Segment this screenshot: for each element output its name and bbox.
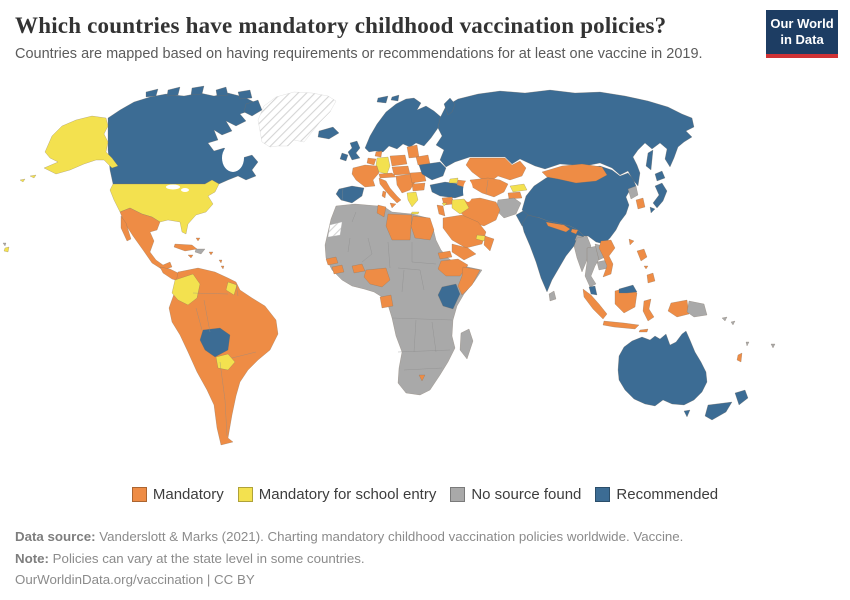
legend-swatch-no-source — [450, 487, 465, 502]
country-malaysia-peninsula[interactable] — [589, 286, 597, 295]
chart-subtitle: Countries are mapped based on having requirements or recommendations for at least one vaccine in 2019. — [15, 46, 703, 62]
country-jamaica[interactable] — [188, 255, 193, 258]
datasource-text: Vanderslott & Marks (2021). Charting mandatory childhood vaccination policies worldwide. Vaccine. — [95, 529, 684, 544]
country-egypt[interactable] — [411, 216, 434, 240]
country-indonesia-java[interactable] — [603, 321, 639, 329]
country-indonesia-lesser-sunda[interactable] — [639, 329, 648, 332]
page-title: Which countries have mandatory childhood vaccination policies? — [15, 13, 667, 38]
legend-label: Mandatory for school entry — [258, 486, 437, 503]
country-tajikistan[interactable] — [508, 192, 522, 199]
legend-label: Recommended — [616, 486, 719, 503]
country-spain-portugal[interactable] — [336, 186, 364, 203]
datasource-label: Data source: — [15, 529, 96, 544]
country-japan-kyushu[interactable] — [650, 207, 655, 213]
country-kyrgyzstan[interactable] — [510, 184, 527, 192]
country-philippines-mindanao[interactable] — [647, 273, 655, 283]
country-netherlands-belgium[interactable] — [367, 158, 376, 165]
map-region-europe[interactable] — [336, 98, 446, 214]
country-uzbekistan-turkmenistan[interactable] — [470, 178, 508, 197]
country-canada-arctic-island[interactable] — [191, 86, 204, 95]
country-sri-lanka[interactable] — [549, 291, 556, 301]
country-poland[interactable] — [390, 155, 407, 166]
country-italy-sicily[interactable] — [390, 203, 396, 208]
map-legend — [0, 486, 850, 503]
country-france[interactable] — [352, 165, 379, 187]
country-solomon-islands[interactable] — [722, 317, 727, 321]
country-united-states-hawaii[interactable] — [4, 247, 9, 252]
pacific-islet[interactable] — [3, 243, 6, 246]
world-map[interactable] — [0, 85, 850, 480]
country-russia-sakhalin[interactable] — [646, 150, 653, 170]
country-bulgaria[interactable] — [412, 183, 425, 191]
note-line — [15, 548, 683, 570]
country-madagascar[interactable] — [460, 329, 473, 359]
country-georgia[interactable] — [449, 178, 458, 183]
country-japan-honshu[interactable] — [653, 183, 667, 208]
country-philippines-visayas[interactable] — [644, 266, 648, 269]
lesser-antilles-dots[interactable] — [219, 260, 222, 263]
region-baltic-states[interactable] — [407, 145, 419, 158]
country-japan-hokkaido[interactable] — [655, 171, 665, 181]
hudson-bay — [222, 144, 244, 172]
country-cuba[interactable] — [174, 244, 197, 251]
legend-item-school-entry[interactable] — [238, 486, 437, 503]
lesser-antilles-dots[interactable] — [221, 266, 224, 269]
aleutian-islands[interactable] — [30, 175, 36, 178]
country-bahamas[interactable] — [196, 238, 200, 241]
country-ireland[interactable] — [340, 153, 348, 161]
country-philippines-luzon[interactable] — [637, 249, 647, 261]
note-label: Note: — [15, 550, 49, 566]
country-australia-tasmania[interactable] — [684, 410, 690, 417]
country-taiwan[interactable] — [629, 239, 634, 245]
country-australia[interactable] — [618, 331, 707, 406]
country-greece-crete[interactable] — [411, 212, 419, 214]
country-fiji[interactable] — [771, 344, 775, 348]
owid-logo[interactable] — [766, 10, 838, 58]
map-region-north-america[interactable] — [3, 86, 262, 283]
owid-logo-line1: Our World — [770, 16, 834, 31]
world-map-svg[interactable] — [0, 85, 850, 480]
svalbard-islands[interactable] — [391, 95, 399, 101]
chart-footer — [15, 526, 683, 591]
note-text: Policies can vary at the state level in some countries. — [48, 550, 365, 566]
map-region-asia-south-east[interactable] — [516, 164, 707, 332]
country-italy-sardinia[interactable] — [382, 191, 386, 198]
country-indonesia-sulawesi[interactable] — [643, 299, 654, 321]
country-solomon-islands[interactable] — [731, 321, 735, 325]
caspian-sea — [463, 180, 473, 202]
country-oman[interactable] — [484, 236, 494, 251]
citation-link[interactable]: OurWorldinData.org/vaccination | CC BY — [15, 572, 255, 587]
country-south-korea[interactable] — [636, 198, 645, 209]
country-greece[interactable] — [407, 192, 418, 207]
country-new-zealand-north[interactable] — [735, 390, 748, 405]
country-canada-arctic-island[interactable] — [167, 87, 180, 96]
map-region-oceania[interactable] — [618, 317, 775, 420]
country-united-kingdom[interactable] — [348, 141, 360, 160]
country-kazakhstan[interactable] — [466, 158, 526, 182]
legend-item-recommended[interactable] — [595, 486, 718, 503]
country-canada-arctic-island[interactable] — [216, 87, 228, 96]
country-malaysia-borneo[interactable] — [619, 285, 637, 293]
legend-label: Mandatory — [152, 486, 224, 503]
country-gabon[interactable] — [380, 295, 393, 308]
country-new-zealand-south[interactable] — [705, 402, 732, 420]
country-united-states-alaska[interactable] — [44, 116, 118, 174]
country-indonesia-west-papua[interactable] — [668, 300, 689, 317]
country-iceland[interactable] — [318, 127, 339, 139]
country-czechia-slovakia-hungary[interactable] — [392, 166, 410, 175]
country-papua-new-guinea[interactable] — [687, 301, 707, 317]
legend-label: No source found — [471, 486, 582, 503]
country-canada-baffin-island[interactable] — [238, 90, 252, 99]
region-scandinavia[interactable] — [365, 98, 441, 152]
datasource-line — [15, 526, 683, 548]
country-haiti-dominican-republic[interactable] — [195, 249, 205, 254]
legend-item-mandatory[interactable] — [132, 486, 224, 503]
country-israel-jordan[interactable] — [437, 205, 445, 216]
owid-logo-line2: in Data — [780, 32, 824, 48]
country-vanuatu[interactable] — [746, 342, 749, 346]
map-region-south-america[interactable] — [169, 268, 278, 445]
legend-swatch-school-entry — [238, 487, 253, 502]
svalbard-islands[interactable] — [377, 96, 388, 103]
great-lakes — [181, 188, 189, 192]
country-puerto-rico[interactable] — [209, 252, 213, 255]
legend-swatch-mandatory — [132, 487, 147, 502]
aleutian-islands[interactable] — [20, 179, 25, 182]
legend-item-no-source[interactable] — [450, 486, 581, 503]
country-new-caledonia[interactable] — [737, 353, 742, 362]
great-lakes — [166, 185, 180, 190]
country-canada-arctic-island[interactable] — [146, 89, 158, 97]
country-denmark[interactable] — [375, 151, 382, 157]
legend-swatch-recommended — [595, 487, 610, 502]
country-greenland-nodata[interactable] — [258, 92, 336, 147]
